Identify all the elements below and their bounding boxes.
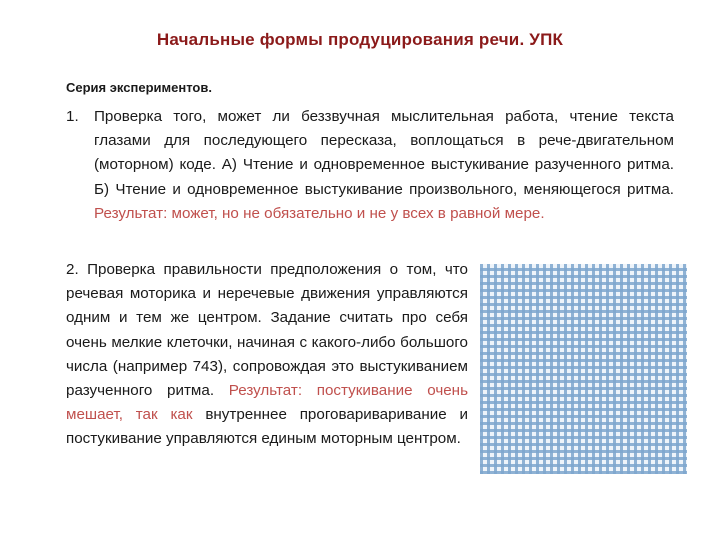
experiment-2-continuation: внутреннее проговариваривание и постукивание управляются единым моторным центром. — [66, 406, 468, 448]
experiment-1-body — [94, 105, 674, 226]
experiment-1-result: Результат: может, но не обязательно и не у всех в равной мере. — [94, 204, 545, 222]
series-label: Серия экспериментов. — [66, 80, 212, 95]
experiment-2 — [66, 258, 468, 452]
checkered-grid-image — [480, 264, 687, 474]
experiment-2-result: Результат: постукивание очень мешает, так как — [66, 382, 468, 424]
experiment-1-number: 1. — [66, 108, 79, 125]
experiment-1-text: Проверка того, может ли беззвучная мыслительная работа, чтение текста глазами для последующего пересказа, воплощаться в рече-двигательном (моторном) коде. А) Чтение и одновременное выстукивание разученного ритма. Б) Чтение и одновременное выстукивание произвольного, меняющегося ритма. — [94, 108, 674, 198]
slide-title: Начальные формы продуцирования речи. УПК — [156, 30, 564, 49]
experiment-1 — [66, 105, 674, 226]
experiment-2-text: 2. Проверка правильности предположения о том, что речевая моторика и неречевые движения управляются одним и тем же центром. Задание считать про себя очень мелкие клеточки, начиная с какого-либо большого числа (например 743), сопровождая это выстукиванием разученного ритма. — [66, 261, 468, 400]
